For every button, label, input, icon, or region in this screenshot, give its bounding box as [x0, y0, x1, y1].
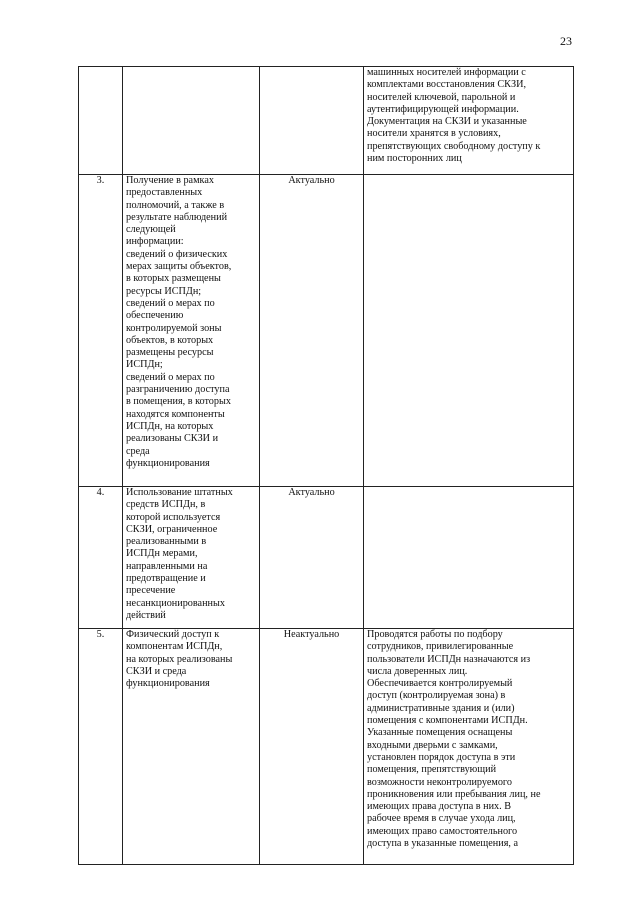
row-number-cell: 3. — [79, 175, 123, 487]
page-number: 23 — [560, 34, 572, 48]
threat-description-cell — [123, 67, 260, 175]
relevance-status-cell: Актуально — [260, 487, 364, 629]
relevance-status-cell — [260, 67, 364, 175]
threat-table — [78, 66, 574, 865]
justification-cell: машинных носителей информации с комплектами восстановления СКЗИ, носителей ключевой, парольной и аутентифицирующей информации. Документация на СКЗИ и указанные носители хранятся в условиях, препятствующих свободному доступу к ним посторонних лиц — [364, 67, 574, 175]
justification-cell — [364, 487, 574, 629]
row-number-cell — [79, 67, 123, 175]
threat-description-cell: Использование штатных средств ИСПДн, в которой используется СКЗИ, ограниченное реализованными в ИСПДн мерами, направленными на предотвращение и пресечение несанкционированных действий — [123, 487, 260, 629]
justification-cell — [364, 175, 574, 487]
relevance-status-cell: Актуально — [260, 175, 364, 487]
table-row — [79, 487, 574, 629]
threat-description-cell: Получение в рамках предоставленных полномочий, а также в результате наблюдений следующей информации: сведений о физических мерах защиты объектов, в которых размещены ресурсы ИСПДн; сведений о мерах по обеспечению контролируемой зоны объектов, в которых размещены ресурсы ИСПДн; сведений о мерах по разграничению доступа в помещения, в которых находятся компоненты ИСПДн, на которых реализованы СКЗИ и среда функционирования — [123, 175, 260, 487]
table-row — [79, 67, 574, 175]
relevance-status-cell: Неактуально — [260, 629, 364, 865]
threat-description-cell: Физический доступ к компонентам ИСПДн, на которых реализованы СКЗИ и среда функционирования — [123, 629, 260, 865]
row-number-cell: 5. — [79, 629, 123, 865]
row-number-cell: 4. — [79, 487, 123, 629]
table-row — [79, 629, 574, 865]
justification-cell: Проводятся работы по подбору сотрудников, привилегированные пользователи ИСПДн назначаются из числа доверенных лиц. Обеспечивается контролируемый доступ (контролируемая зона) в административные здания и (или) помещения с компонентами ИСПДн. Указанные помещения оснащены входными дверьми с замками, установлен порядок доступа в эти помещения, препятствующий возможности неконтролируемого проникновения или пребывания лиц, не имеющих права доступа в них. В рабочее время в случае ухода лиц, имеющих право самостоятельного доступа в указанные помещения, а — [364, 629, 574, 865]
table-row — [79, 175, 574, 487]
